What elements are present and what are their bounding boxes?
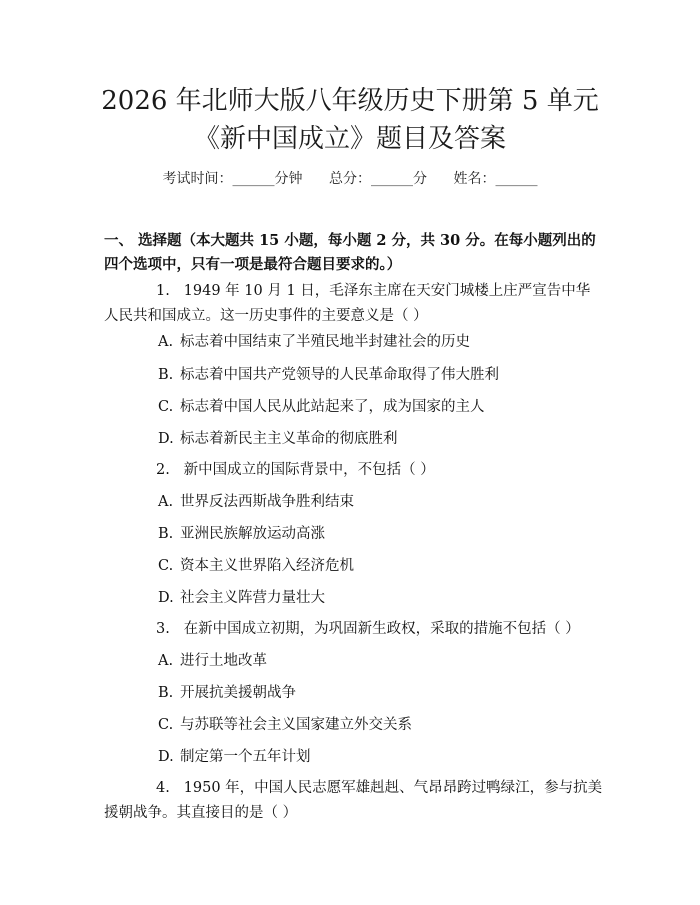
option-text: 标志着新民主主义革命的彻底胜利 [180,431,398,447]
question-4 [104,776,604,826]
option-3a [158,650,598,672]
option-2c [158,555,598,577]
option-3c [158,714,598,736]
exam-time: 考试时间：______分钟 [162,171,303,187]
question-text: 1949 年 10 月 1 日，毛泽东主席在天安门城楼上庄严宣告中华人民共和国成立。这一历史事件的主要意义是（ ） [104,283,591,324]
option-letter: B. [158,685,174,701]
option-text: 标志着中国结束了半殖民地半封建社会的历史 [180,334,470,350]
option-1c [158,396,598,418]
option-letter: D. [158,749,174,765]
option-3d [158,746,598,768]
question-number: 4. [156,780,170,796]
option-letter: A. [158,334,174,350]
question-1 [104,279,604,329]
option-2a [158,491,598,513]
option-letter: C. [158,558,174,574]
option-text: 社会主义阵营力量壮大 [180,590,325,606]
question-number: 1. [156,283,170,299]
option-letter: B. [158,526,174,542]
option-text: 制定第一个五年计划 [180,749,311,765]
option-2d [158,587,598,609]
question-2 [104,458,604,483]
question-3 [104,617,604,642]
option-text: 资本主义世界陷入经济危机 [180,558,354,574]
document-title-line-2: 《新中国成立》题目及答案 [193,124,506,154]
exam-info [0,168,700,188]
option-letter: D. [158,431,174,447]
option-2b [158,523,598,545]
option-letter: A. [158,653,174,669]
question-text: 新中国成立的国际背景中，不包括（ ） [183,462,435,478]
option-1d [158,428,598,450]
option-text: 标志着中国人民从此站起来了，成为国家的主人 [180,399,485,415]
option-letter: C. [158,399,174,415]
option-text: 亚洲民族解放运动高涨 [180,526,325,542]
option-letter: A. [158,494,174,510]
option-text: 进行土地改革 [180,653,267,669]
option-text: 与苏联等社会主义国家建立外交关系 [180,717,412,733]
option-text: 标志着中国共产党领导的人民革命取得了伟大胜利 [180,367,499,383]
document-title-line-1: 2026 年北师大版八年级历史下册第 5 单元 [101,86,599,116]
option-1a [158,331,598,353]
option-text: 世界反法西斯战争胜利结束 [180,494,354,510]
option-letter: C. [158,717,174,733]
option-letter: D. [158,590,174,606]
exam-name: 姓名：______ [453,171,538,187]
section-heading: 一、 选择题（本大题共 15 小题，每小题 2 分，共 30 分。在每小题列出的四个选项中，只有一项是最符合题目要求的。） [104,232,596,273]
question-number: 2. [156,462,170,478]
option-letter: B. [158,367,174,383]
question-text: 1950 年，中国人民志愿军雄赳赳、气昂昂跨过鸭绿江，参与抗美援朝战争。其直接目的是（ ） [104,780,603,821]
option-text: 开展抗美援朝战争 [180,685,296,701]
option-1b [158,364,598,386]
question-number: 3. [156,621,170,637]
question-text: 在新中国成立初期，为巩固新生政权，采取的措施不包括（ ） [183,621,580,637]
exam-score: 总分：______分 [329,171,427,187]
option-3b [158,682,598,704]
